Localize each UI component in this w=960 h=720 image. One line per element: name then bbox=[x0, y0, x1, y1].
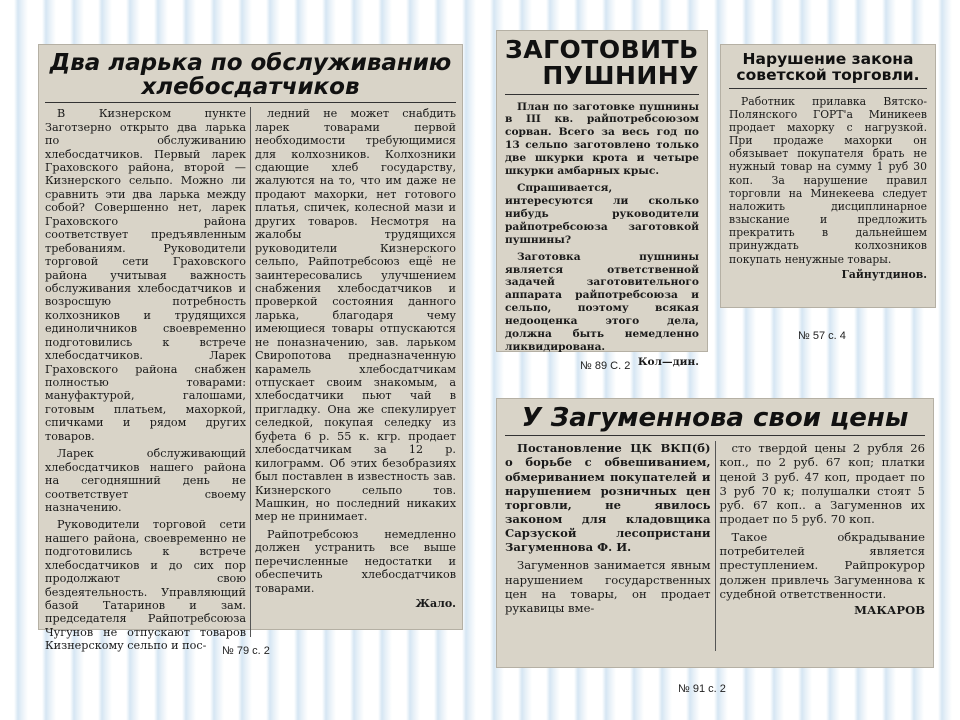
paragraph: Руководители торговой сети нашего района, своевременно не подготовились к встрече хлебосдатчиков и до сих пор продолжают свою бездеятельность. Управляющий базой Татаринов и зам. председателя Райпотребсоюза Чугунов не отпускают товаров Кизнерскому сельпо и пос- bbox=[45, 518, 246, 653]
column-divider bbox=[250, 107, 251, 637]
caption-79: № 79 с. 2 bbox=[222, 645, 270, 657]
column-1 bbox=[45, 107, 246, 653]
headline: У Загуменнова свои цены bbox=[505, 405, 925, 436]
paragraph: Заготовка пушнины является ответственной задачей заготовительного аппарата райпотребсоюза и сельпо, поэтому всякая недооценка этого дела, должна быть немедленно ликвидирована. bbox=[505, 250, 699, 354]
caption-89: № 89 С. 2 bbox=[580, 360, 631, 372]
signature: МАКАРОВ bbox=[854, 602, 925, 617]
signature: Гайнутдинов. bbox=[841, 267, 927, 281]
headline: Два ларька по обслуживанию хлебосдатчиков bbox=[45, 51, 456, 103]
headline: Нарушение закона советской торговли. bbox=[729, 51, 927, 89]
headline-line-1: ЗАГОТОВИТЬ bbox=[505, 35, 699, 64]
paragraph: Постановление ЦК ВКП(б) о борьбе с обвешиванием, обмериванием покупателей и нарушением розничных цен торговли, не явилось законом для кладовщика Сарзуской лесопристани Загуменнова Ф. И. bbox=[505, 441, 711, 555]
column-1 bbox=[505, 441, 711, 651]
clipping-91 bbox=[496, 398, 934, 668]
column-divider bbox=[715, 441, 716, 651]
article-columns bbox=[505, 441, 925, 651]
clipping-57 bbox=[720, 44, 936, 308]
paragraph: Загуменнов занимается явным нарушением государственных цен на товары, он продает рукавицы вме- bbox=[505, 558, 711, 615]
caption-91: № 91 с. 2 bbox=[678, 683, 726, 695]
paragraph: Спрашивается, интересуются ли сколько нибудь руководители райпотребсоюза заготовкой пушнины? bbox=[505, 182, 699, 246]
headline bbox=[505, 37, 699, 95]
column-2 bbox=[255, 107, 456, 637]
paragraph: Райпотребсоюз немедленно должен устранить все выше перечисленные недостатки и обеспечить хлебосдатчиков товарами. bbox=[255, 527, 456, 595]
signature: Жало. bbox=[415, 597, 456, 611]
headline-line-2: ПУШНИНУ bbox=[542, 61, 699, 91]
paragraph: ледний не может снабдить ларек товарами первой необходимости требующимися для колхозников. Колхозники сдающие хлеб государству, жалуются на то, что им даже не продают махорки, нет готового платья, спичек, колесной мази и других товаров. Несмотря на жалобы трудящихся руководители Кизнерского сельпо, Райпотребсоюз ещё не заинтересовались улучшением снабжения хлебосдатчиков и проверкой состояния данного ларька, благодаря чему имеющиеся товары отпускаются не поназначению, зав. ларьком Свиропотова предназначенную карамель хлебосдатчикам отпускает своим знакомым, а хлебосдатчики пьют чай в пригладку. Она же спекулирует селедкой, покупая селедку из буфета 6 р. 55 к. кгр. продает хлебосдатчикам за 12 р. килограмм. Об этих безобразиях был поставлен в известность зав. Кизнерского сельпо тов. Машкин, но последний никаких мер не принимает. bbox=[255, 107, 456, 524]
column-2 bbox=[720, 441, 926, 651]
caption-57: № 57 с. 4 bbox=[798, 330, 846, 342]
paragraph: сто твердой цены 2 рубля 26 коп., по 2 руб. 67 коп; платки ценой 3 руб. 47 коп, продает по 3 руб 70 к; полушалки стоят 5 руб. 67 коп.. а Загуменнов их продает по 5 руб. 70 коп. bbox=[719, 441, 925, 526]
paragraph: Такое обкрадывание потребителей является преступлением. Райпрокурор должен привлечь Загуменнова к судебной ответственности. bbox=[719, 530, 925, 601]
paragraph: Работник прилавка Вятско-Полянского ГОРТ'а Миникеев продает махорку с нагрузкой. При продаже махорки он обязывает покупателя брать не нужный товар на сумму 1 руб 30 коп. За нарушение правил торговли на Минекеева следует наложить дисциплинарное взыскание и предложить прекратить в дальнейшем принуждать колхозников покупать ненужные товары. bbox=[729, 94, 927, 266]
paragraph: В Кизнерском пункте Заготзерно открыто два ларька по обслуживанию хлебосдатчиков. Первый ларек Граховского района, второй — Кизнерского сельпо. Можно ли сравнить эти два ларька между собой? Совершенно нет, ларек Граховского района соответствует предъявленным требованиям. Руководители торговой сети Граховского района учитывая важность обслуживания хлебосдатчиков и возросшую потребность колхозников и трудящихся единоличников своевременно подготовились к встрече хлебосдатчиков. Ларек Граховского района снабжен полностью товарами: мануфактурой, галошами, готовым платьем, махоркой, спичками и рядом других товаров. bbox=[45, 107, 246, 443]
signature: Кол—дин. bbox=[637, 356, 699, 369]
paragraph: Ларек обслуживающий хлебосдатчиков нашего района на сегодняшний день не соответствует своему назначению. bbox=[45, 447, 246, 514]
paragraph: План по заготовке пушнины в III кв. райпотребсоюзом сорван. Всего за весь год по 13 сельпо заготовлено только две шкурки крота и четыре шкурки амбарных крыс. bbox=[505, 100, 699, 178]
